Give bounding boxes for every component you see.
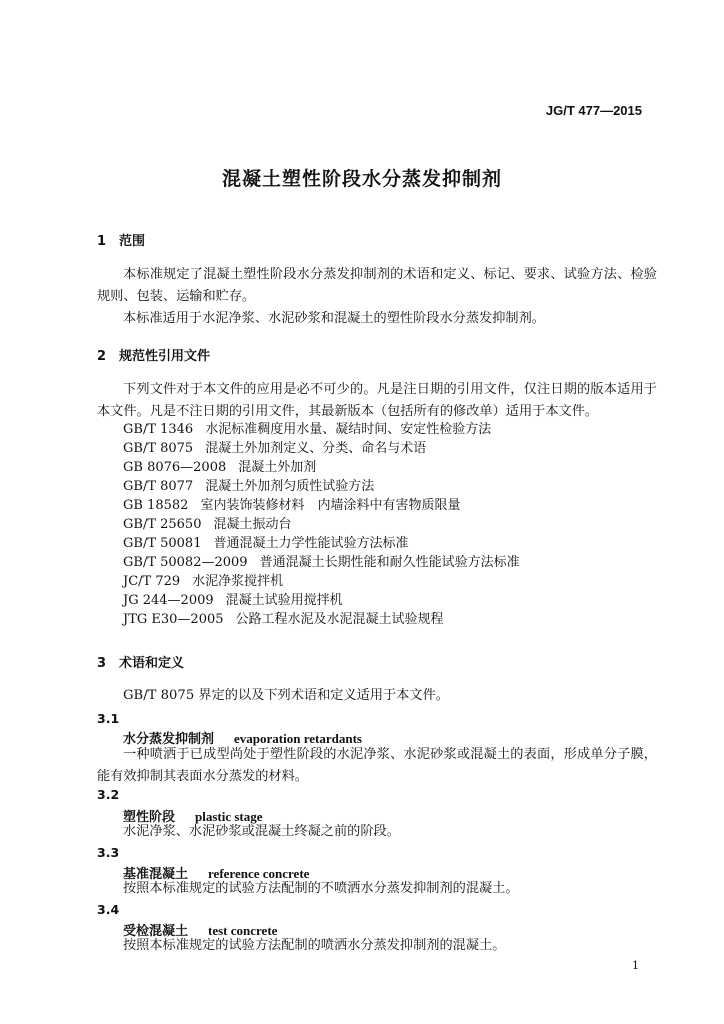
section-title: 规范性引用文件 (119, 349, 211, 364)
term-number: 3.4 (97, 902, 120, 917)
reference-item (123, 610, 444, 629)
reference-code: JC/T 729 (123, 574, 181, 589)
section-number: 2 (97, 349, 107, 364)
reference-code: JTG E30—2005 (123, 612, 224, 627)
term-number: 3.2 (97, 787, 120, 802)
reference-title: 室内装饰装修材料 内墙涂料中有害物质限量 (200, 498, 461, 513)
section-number: 3 (97, 656, 107, 671)
reference-title: 混凝土试验用搅拌机 (225, 593, 343, 608)
term-english: test concrete (208, 923, 278, 938)
references-intro: 下列文件对于本文件的应用是必不可少的。凡是注日期的引用文件，仅注日期的版本适用于本文件。凡是不注日期的引用文件，其最新版本（包括所有的修改单）适用于本文件。 (97, 382, 657, 419)
reference-code: GB/T 50082—2009 (123, 555, 248, 570)
reference-item (123, 515, 292, 534)
term-definition: 按照本标准规定的试验方法配制的喷洒水分蒸发抑制剂的混凝土。 (123, 938, 506, 953)
reference-item (123, 553, 520, 572)
reference-title: 普通混凝土力学性能试验方法标准 (213, 536, 409, 551)
term-number: 3.1 (97, 711, 120, 726)
term-definition: 一种喷洒于已成型尚处于塑性阶段的水泥净浆、水泥砂浆或混凝土的表面，形成单分子膜，能有效抑制其表面水分蒸发的材料。 (97, 747, 657, 784)
reference-title: 混凝土振动台 (213, 517, 292, 532)
term-english: plastic stage (195, 809, 263, 824)
reference-code: GB/T 8077 (123, 479, 194, 494)
reference-item (123, 572, 283, 591)
section-heading-terms (97, 652, 184, 671)
reference-title: 公路工程水泥及水泥混凝土试验规程 (235, 612, 444, 627)
document-title: 混凝土塑性阶段水分蒸发抑制剂 (221, 168, 502, 190)
term-chinese: 受检混凝土 (123, 924, 189, 939)
reference-title: 混凝土外加剂定义、分类、命名与术语 (205, 441, 427, 456)
reference-code: JG 244—2009 (123, 593, 214, 608)
section-title: 术语和定义 (119, 656, 185, 671)
section-title: 范围 (119, 234, 146, 249)
term-chinese: 塑性阶段 (123, 810, 176, 825)
reference-title: 普通混凝土长期性能和耐久性能试验方法标准 (259, 555, 520, 570)
reference-code: GB/T 25650 (123, 517, 202, 532)
section-heading-scope (97, 230, 145, 249)
reference-item (123, 458, 316, 477)
section-heading-references (97, 345, 210, 364)
terms-intro: GB/T 8075 界定的以及下列术语和定义适用于本文件。 (123, 688, 449, 703)
term-chinese: 基准混凝土 (123, 867, 189, 882)
reference-title: 混凝土外加剂匀质性试验方法 (205, 479, 375, 494)
section-number: 1 (97, 234, 107, 249)
standard-code: JG/T 477—2015 (545, 103, 642, 118)
reference-item (123, 534, 409, 553)
term-english: evaporation retardants (234, 731, 362, 746)
reference-code: GB 18582 (123, 498, 189, 513)
reference-code: GB/T 8075 (123, 441, 194, 456)
reference-item (123, 591, 343, 610)
term-english: reference concrete (208, 866, 310, 881)
reference-title: 水泥净浆搅拌机 (192, 574, 284, 589)
term-number: 3.3 (97, 845, 120, 860)
reference-code: GB/T 1346 (123, 422, 194, 437)
scope-paragraph-1: 本标准规定了混凝土塑性阶段水分蒸发抑制剂的术语和定义、标记、要求、试验方法、检验规则、包装、运输和贮存。 (97, 267, 657, 304)
page-number: 1 (632, 959, 639, 972)
reference-item (123, 477, 374, 496)
scope-paragraph-2: 本标准适用于水泥净浆、水泥砂浆和混凝土的塑性阶段水分蒸发抑制剂。 (123, 311, 545, 326)
reference-item (123, 439, 426, 458)
reference-code: GB 8076—2008 (123, 460, 227, 475)
reference-item (123, 420, 491, 439)
reference-title: 水泥标准稠度用水量、凝结时间、安定性检验方法 (205, 422, 492, 437)
term-definition: 水泥净浆、水泥砂浆或混凝土终凝之前的阶段。 (123, 824, 400, 839)
reference-item (123, 496, 460, 515)
term-definition: 按照本标准规定的试验方法配制的不喷洒水分蒸发抑制剂的混凝土。 (123, 881, 519, 896)
reference-title: 混凝土外加剂 (238, 460, 317, 475)
reference-code: GB/T 50081 (123, 536, 202, 551)
term-chinese: 水分蒸发抑制剂 (123, 732, 215, 747)
